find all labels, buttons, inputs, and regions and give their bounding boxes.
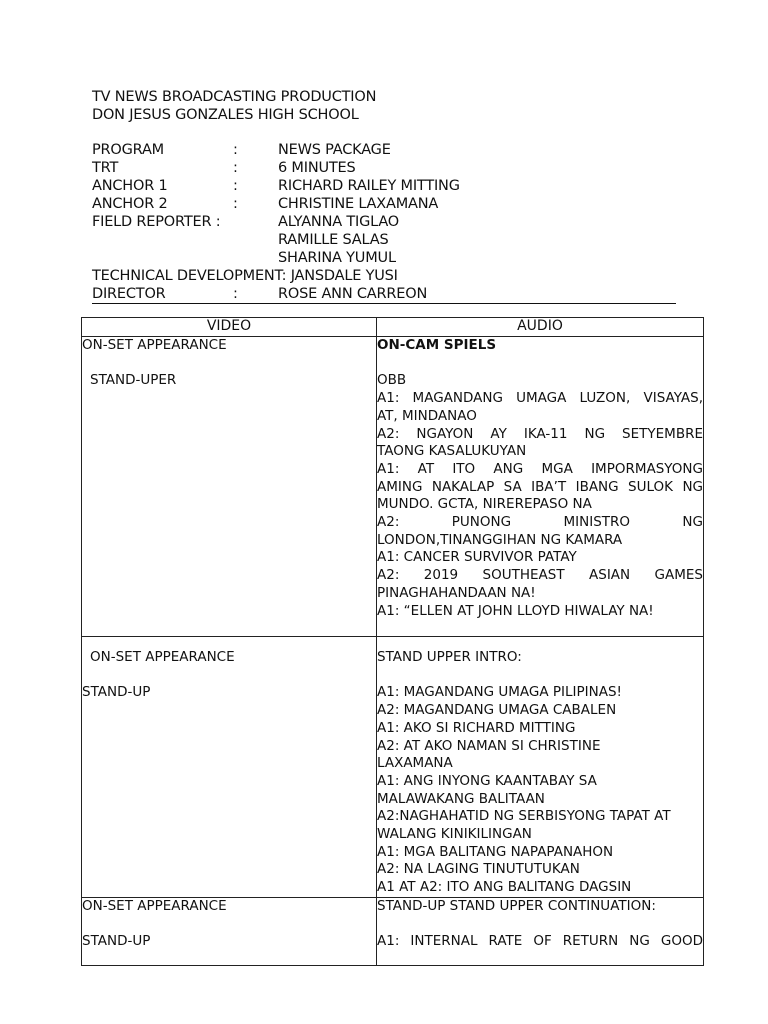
field-reporter-row-2: [92, 231, 692, 249]
program-row: [92, 141, 692, 159]
audio-line: A1: MAGANDANG UMAGA PILIPINAS!: [377, 684, 622, 701]
anchor2-value: CHRISTINE LAXAMANA: [278, 196, 439, 212]
audio-line: A2: AT AKO NAMAN SI CHRISTINE: [377, 737, 601, 754]
field-reporter-label: FIELD REPORTER :: [92, 214, 221, 230]
field-reporter-2: RAMILLE SALAS: [278, 232, 389, 248]
anchor2-label: ANCHOR 2: [92, 196, 168, 212]
script-table: [81, 317, 704, 966]
audio-line: LAXAMANA: [377, 755, 453, 772]
program-value: NEWS PACKAGE: [278, 142, 391, 158]
tech-dev-row: [92, 267, 692, 285]
audio-line: LONDON,TINANGGIHAN NG KAMARA: [377, 531, 623, 548]
field-reporter-row-3: [92, 249, 692, 267]
table-row: [82, 337, 704, 637]
anchor1-value: RICHARD RAILEY MITTING: [278, 178, 460, 194]
trt-label: TRT: [92, 160, 119, 176]
audio-cell: [377, 898, 704, 966]
audio-line: A1: MGA BALITANG NAPAPANAHON: [377, 843, 614, 860]
audio-line: A2: NA LAGING TINUTUTUKAN: [377, 861, 580, 878]
table-row: [82, 898, 704, 966]
colon: :: [233, 286, 238, 302]
audio-line: A1: ANG INYONG KAANTABAY SA: [377, 772, 597, 789]
audio-heading: STAND-UP STAND UPPER CONTINUATION:: [377, 898, 656, 914]
audio-line: MALAWAKANG BALITAAN: [377, 790, 545, 807]
audio-line: MUNDO. GCTA, NIREREPASO NA: [377, 496, 592, 513]
video-shot: ON-SET APPEARANCE: [82, 898, 227, 914]
video-shot-type: STAND-UP: [82, 933, 151, 950]
video-cell: [82, 637, 377, 898]
director-row: [92, 285, 676, 304]
audio-cell: [377, 337, 704, 637]
video-shot: ON-SET APPEARANCE: [90, 649, 235, 665]
audio-line: WALANG KINIKILINGAN: [377, 826, 532, 843]
director-label: DIRECTOR: [92, 286, 166, 302]
video-cell: [82, 898, 377, 966]
video-column-header: VIDEO: [82, 318, 377, 337]
audio-line: A2: MAGANDANG UMAGA CABALEN: [377, 702, 617, 719]
audio-line: AMING NAKALAP SA IBA’T IBANG SULOK NG: [377, 478, 703, 495]
colon: :: [233, 178, 238, 194]
director-value: ROSE ANN CARREON: [278, 286, 428, 302]
audio-column-header: AUDIO: [377, 318, 704, 337]
audio-line: A2: 2019 SOUTHEAST ASIAN GAMES: [377, 567, 703, 584]
audio-line: A2: PUNONG MINISTRO NG: [377, 514, 703, 531]
field-reporter-1: ALYANNA TIGLAO: [278, 214, 400, 230]
anchor2-row: [92, 195, 692, 213]
audio-heading: STAND UPPER INTRO:: [377, 649, 522, 665]
tech-dev-text: TECHNICAL DEVELOPMENT: JANSDALE YUSI: [92, 268, 398, 284]
colon: :: [233, 160, 238, 176]
audio-line: TAONG KASALUKUYAN: [377, 443, 527, 460]
audio-line: PINAGHAHANDAAN NA!: [377, 584, 536, 601]
audio-line: A2: NGAYON AY IKA-11 NG SETYEMBRE: [377, 425, 703, 442]
video-shot: ON-SET APPEARANCE: [82, 337, 227, 353]
field-reporter-row: [92, 213, 692, 231]
trt-row: [92, 159, 692, 177]
table-header-row: [82, 318, 704, 337]
audio-line: A1 AT A2: ITO ANG BALITANG DAGSIN: [377, 879, 632, 896]
video-shot-type: STAND-UP: [82, 684, 151, 701]
table-row: [82, 637, 704, 898]
audio-line: AT, MINDANAO: [377, 407, 477, 424]
audio-line: A1: CANCER SURVIVOR PATAY: [377, 549, 577, 566]
audio-heading: ON-CAM SPIELS: [377, 337, 497, 353]
audio-line: A1: AKO SI RICHARD MITTING: [377, 719, 576, 736]
field-reporter-3: SHARINA YUMUL: [278, 250, 396, 266]
school-name: DON JESUS GONZALES HIGH SCHOOL: [92, 107, 359, 123]
program-label: PROGRAM: [92, 142, 164, 158]
production-title: TV NEWS BROADCASTING PRODUCTION: [92, 89, 377, 105]
anchor1-row: [92, 177, 692, 195]
audio-line: OBB: [377, 372, 407, 389]
colon: :: [233, 196, 238, 212]
trt-value: 6 MINUTES: [278, 160, 356, 176]
anchor1-label: ANCHOR 1: [92, 178, 168, 194]
audio-line: A1: INTERNAL RATE OF RETURN NG GOOD: [377, 933, 703, 950]
audio-line: A1: MAGANDANG UMAGA LUZON, VISAYAS,: [377, 390, 703, 407]
audio-line: A1: AT ITO ANG MGA IMPORMASYONG: [377, 460, 703, 477]
audio-line: A2:NAGHAHATID NG SERBISYONG TAPAT AT: [377, 808, 671, 825]
colon: :: [233, 142, 238, 158]
video-cell: [82, 337, 377, 637]
audio-line: A1: “ELLEN AT JOHN LLOYD HIWALAY NA!: [377, 602, 654, 619]
video-shot-type: STAND-UPER: [90, 372, 177, 389]
script-header: [92, 88, 692, 304]
audio-cell: [377, 637, 704, 898]
